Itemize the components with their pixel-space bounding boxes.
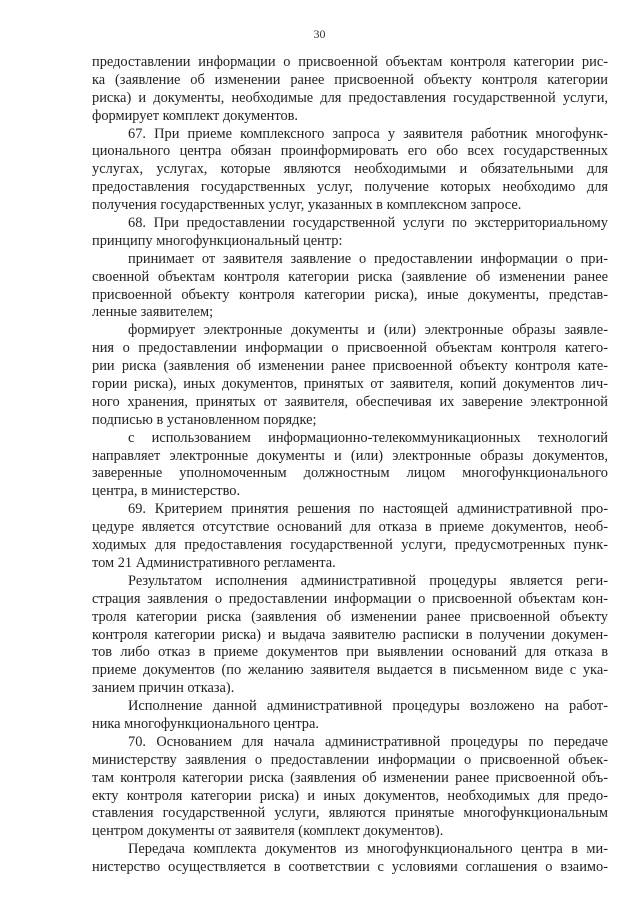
text-line: Исполнение данной административной процедуры возложено на работ- (128, 698, 608, 715)
text-line: заверенные уполномоченным должностным лицом многофункционального (92, 465, 608, 482)
text-line: риска) и документы, необходимые для предоставления государственной услуги, (92, 89, 608, 106)
page-number: 30 (313, 27, 326, 41)
text-line: тов либо отказ в приеме документов при выявлении оснований для отказа в (92, 644, 608, 661)
text-line: ставления государственной услуги, являются принятые многофункциональным (92, 805, 608, 822)
text-line: цедуре является отсутствие оснований для отказа в приеме документов, необ- (92, 519, 608, 536)
text-line: своенной объектам контроля категории риска (заявление об изменении ранее (92, 268, 608, 285)
text-line: там контроля категории риска (заявления об изменении ранее присвоенной объ- (92, 769, 608, 786)
text-line: 68. При предоставлении государственной услуги по экстерриториальному (128, 215, 608, 232)
text-line: страция заявления о предоставлении информации о присвоенной объектам кон- (92, 590, 608, 607)
text-line: центра, в министерство. (92, 483, 241, 500)
text-line: ционального центра обязан проинформировать его обо всех государственных (92, 143, 608, 160)
text-line: центром документы от заявителя (комплект документов). (92, 823, 444, 840)
text-line: Результатом исполнения административной процедуры является реги- (128, 572, 608, 589)
text-line: принципу многофункциональный центр: (92, 232, 343, 249)
text-line: ленные заявителем; (92, 304, 214, 321)
text-line: с использованием информационно-телекоммуникационных технологий (128, 429, 608, 446)
text-line: формирует электронные документы и (или) электронные образы заявле- (128, 322, 608, 339)
text-line: троля категории риска (заявления об изменении ранее присвоенной объекту (92, 608, 608, 625)
text-line: приеме документов (по желанию заявителя выдается в письменном виде с ука- (92, 662, 608, 679)
text-line: подписью в установленном порядке; (92, 411, 317, 428)
text-line: присвоенной объекту контроля категории риска), иные документы, представ- (92, 286, 608, 303)
text-line: предоставления государственных услуг, получение которых необходимо для (92, 179, 608, 196)
text-line: ного хранения, принятых от заявителя, обеспечивая их заверение электронной (92, 393, 608, 410)
text-line: Передача комплекта документов из многофункционального центра в ми- (128, 841, 608, 858)
text-line: получения государственных услуг, указанных в комплексном запросе. (92, 197, 522, 214)
text-line: министерству заявления о предоставлении информации о присвоенной объек- (92, 751, 608, 768)
text-line: 67. При приеме комплексного запроса у заявителя работник многофунк- (128, 125, 608, 142)
text-line: формирует комплект документов. (92, 107, 299, 124)
text-line: ходимых для предоставления государственной услуги, предусмотренных пунк- (92, 537, 608, 554)
text-line: гории риска), иных документов, принятых от заявителя, копий документов лич- (92, 376, 608, 393)
text-line: том 21 Административного регламента. (92, 554, 336, 571)
text-line: 69. Критерием принятия решения по настоящей административной про- (128, 501, 608, 518)
text-line: екту контроля категории риска) и иных документов, необходимых для предо- (92, 787, 608, 804)
text-line: занием причин отказа). (92, 680, 235, 697)
document-body (92, 54, 608, 877)
text-line: 70. Основанием для начала административной процедуры по передаче (128, 733, 608, 750)
text-line: ка (заявление об изменении ранее присвоенной объекту контроля категории (92, 71, 608, 88)
text-line: услугах, услугах, которые являются необходимыми и обязательными для (92, 161, 608, 178)
text-line: принимает от заявителя заявление о предоставлении информации о при- (128, 250, 608, 267)
text-line: ника многофункционального центра. (92, 715, 319, 732)
text-line: рии риска (заявления об изменении ранее присвоенной объекту контроля кате- (92, 358, 608, 375)
text-line: ния о предоставлении информации о присвоенной объектам контроля катего- (92, 340, 608, 357)
text-line: нистерство осуществляется в соответствии с условиями соглашения о взаимо- (92, 859, 608, 876)
text-line: направляет электронные документы и (или) электронные образы документов, (92, 447, 608, 464)
text-line: предоставлении информации о присвоенной объектам контроля категории рис- (92, 54, 608, 70)
text-line: контроля категории риска) и выдача заявителю расписки в получении докумен- (92, 626, 608, 643)
